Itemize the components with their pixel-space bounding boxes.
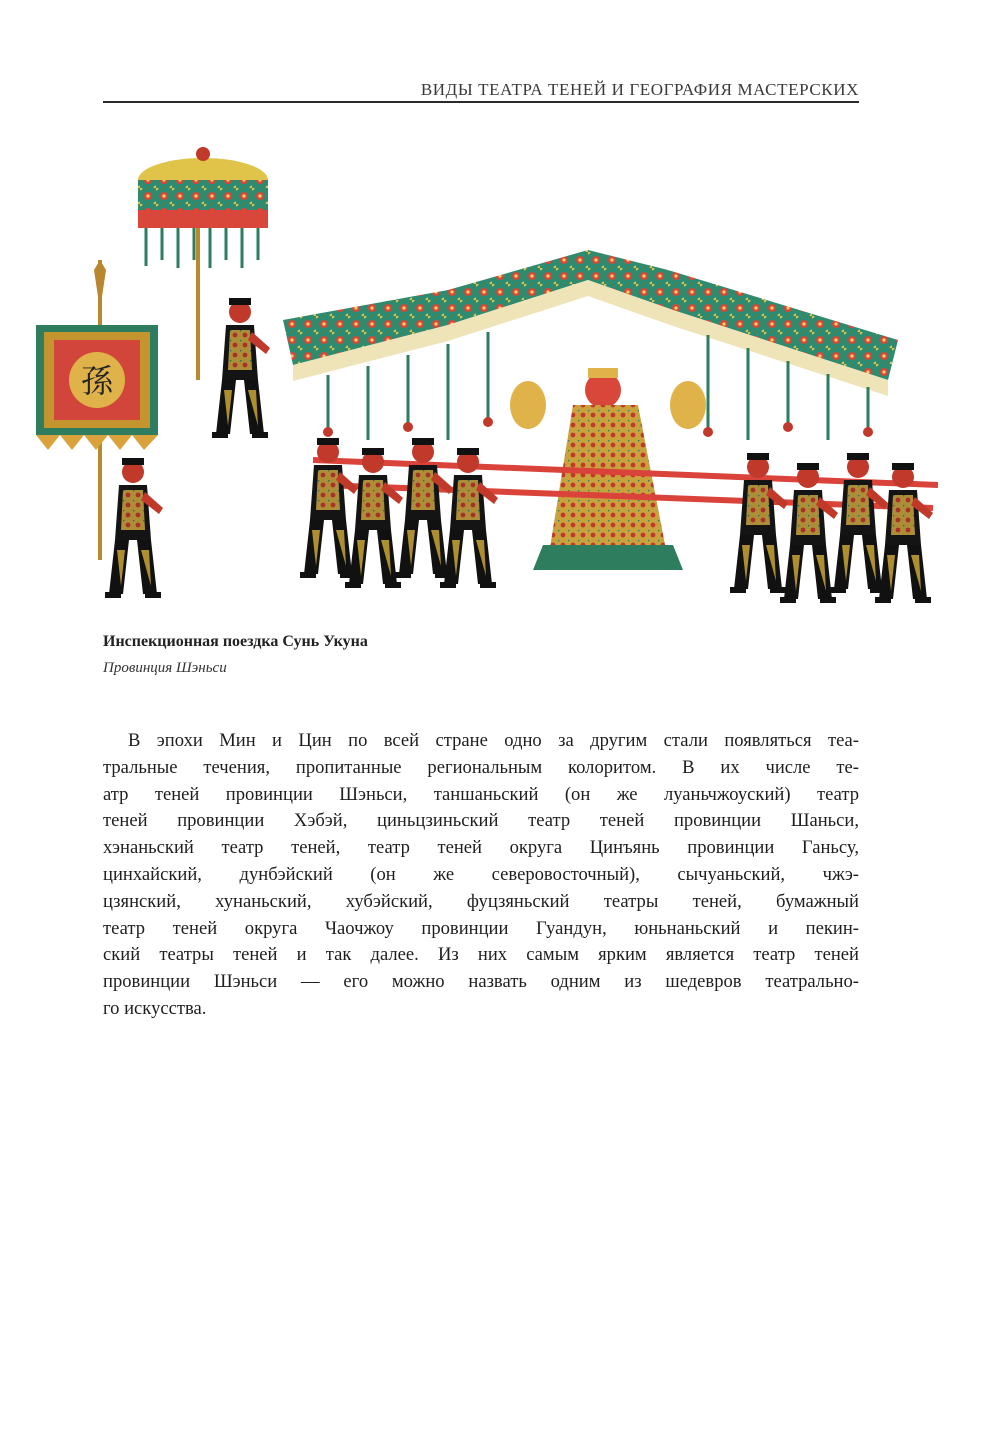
shadow-puppet-illustration: [28, 140, 948, 615]
figure-caption-subtitle: Провинция Шэньси: [103, 660, 227, 676]
body-line: ский театры теней и так далее. Из них самым ярким является театр теней: [103, 944, 859, 966]
banner-glyph: 孫: [80, 362, 114, 400]
running-header: [103, 77, 859, 103]
body-line: цинхайский, дунбэйский (он же северовосточный), сычуаньский, чжэ-: [103, 863, 859, 885]
body-line: тральные течения, пропитанные региональным колоритом. В их числе те-: [103, 756, 859, 778]
body-paragraph: [103, 728, 859, 1023]
body-line: теней провинции Хэбэй, циньцзиньский театр теней провинции Шаньси,: [103, 810, 859, 832]
body-line: провинции Шэньси — его можно назвать одним из шедевров театрально-: [103, 971, 859, 993]
figure-caption-title: Инспекционная поездка Сунь Укуна: [103, 633, 368, 650]
body-line: цзянский, хунаньский, хубэйский, фуцзяньский театры теней, бумажный: [103, 890, 859, 912]
body-line: хэнаньский театр теней, театр теней округа Цинъянь провинции Ганьсу,: [103, 837, 859, 859]
body-line: В эпохи Мин и Цин по всей стране одно за другим стали появляться теа-: [128, 730, 859, 751]
body-line: театр теней округа Чаочжоу провинции Гуандун, юньнаньский и пекин-: [103, 917, 859, 939]
body-line: атр теней провинции Шэньси, таншаньский (он же луаньчжоуский) театр: [103, 783, 859, 805]
body-line: го искусства.: [103, 997, 207, 1019]
running-title: ВИДЫ ТЕАТРА ТЕНЕЙ И ГЕОГРАФИЯ МАСТЕРСКИХ: [420, 80, 859, 99]
